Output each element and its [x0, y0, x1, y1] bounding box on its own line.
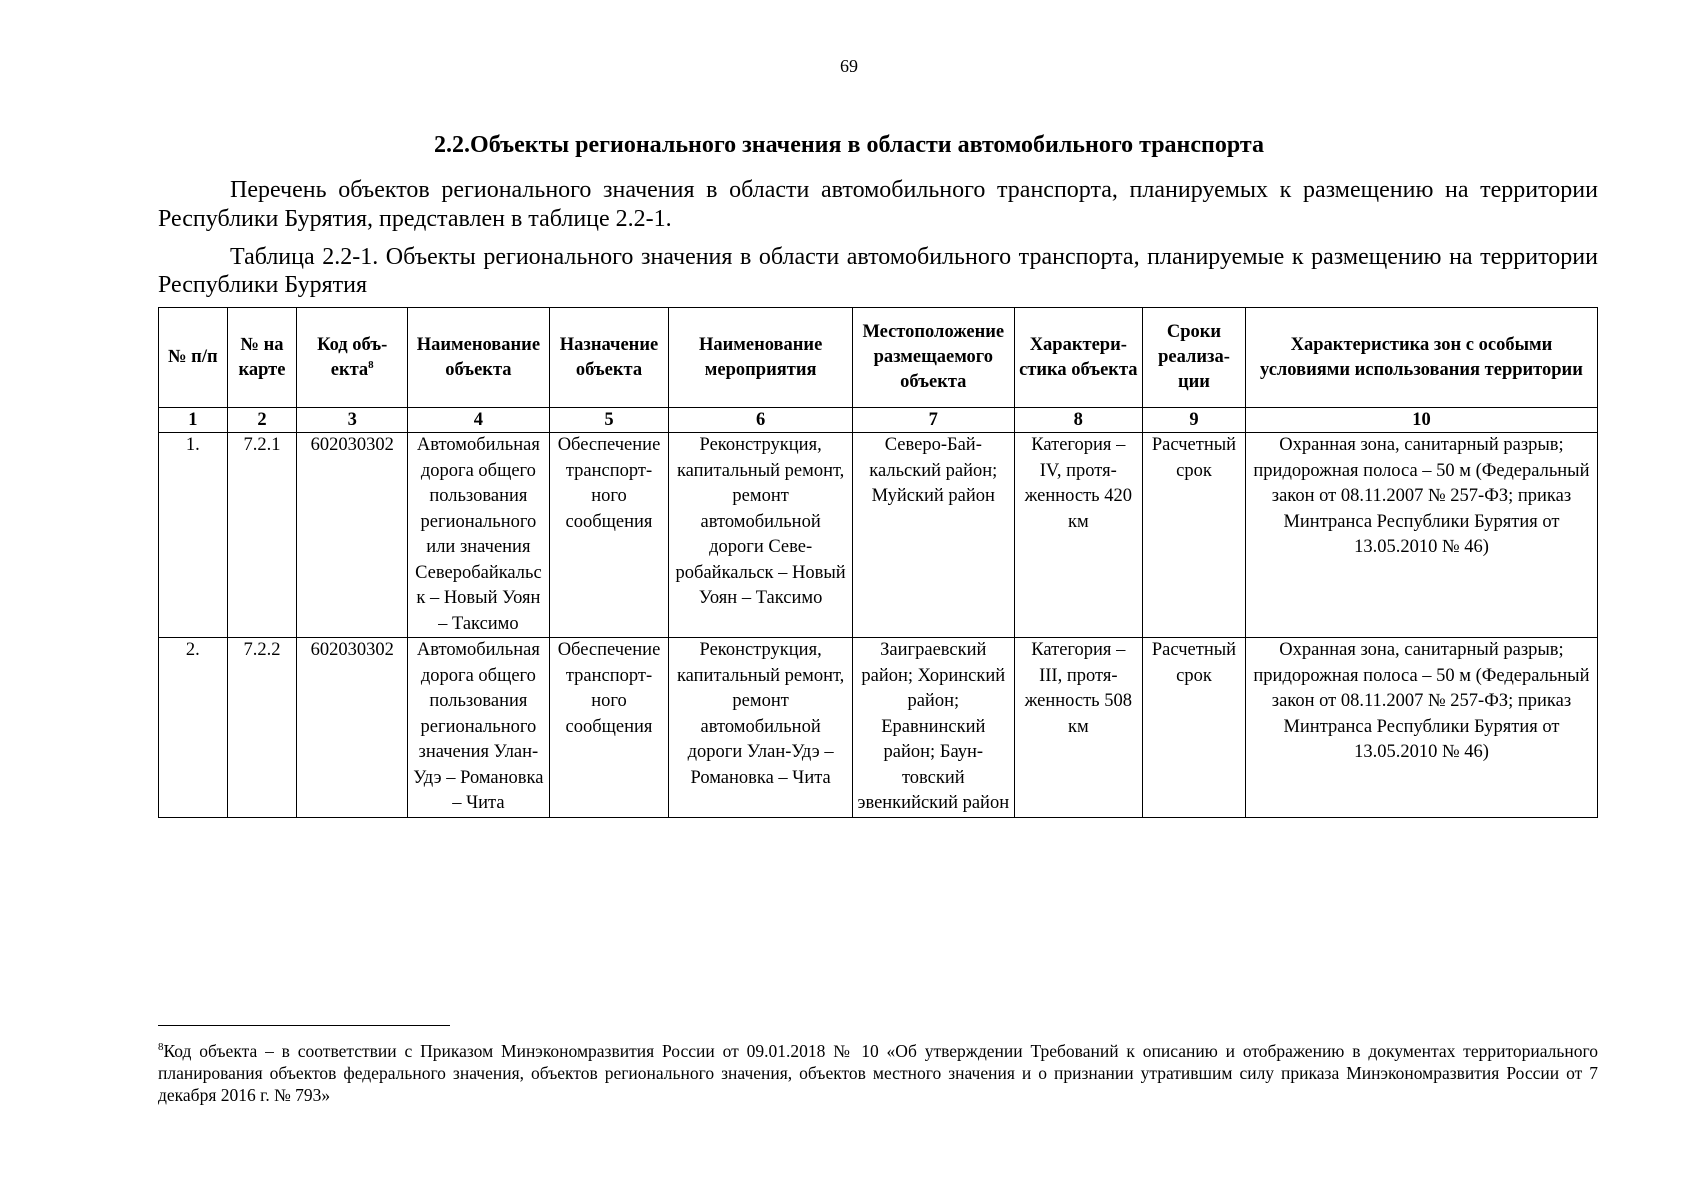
- intro-paragraph: Перечень объектов регионального значения в области автомобильного транспорта, планируемых к размещению на территории Республики Бурятия, представлен в таблице 2.2-1.: [158, 177, 1598, 232]
- cell-num: 1.: [159, 433, 228, 638]
- column-number: 5: [549, 408, 669, 433]
- header-num: № п/п: [159, 308, 228, 408]
- cell-name: Автомобильная дорога общего пользования регионального или значения Северобайкальс к – Новый Уоян – Таксимо: [408, 433, 550, 638]
- header-activity: Наименование мероприятия: [669, 308, 853, 408]
- column-number: 9: [1143, 408, 1246, 433]
- cell-location: Заиграевский район; Хоринский район; Еравнинский район; Баунтовский эвенкийский район: [853, 638, 1015, 818]
- cell-code: 602030302: [297, 638, 408, 818]
- header-map-no: № на карте: [227, 308, 297, 408]
- footnote-text: Код объекта – в соответствии с Приказом Минэкономразвития России от 09.01.2018 № 10 «Об утверждении Требований к описанию и отображению в документах территориального планирования объектов федерального значения, объектов регионального значения, объектов местного значения и о признании утратившим силу приказа Минэкономразвития России от 7 декабря 2016 г. № 793»: [158, 1041, 1598, 1105]
- cell-purpose: Обеспечение транспортного сообщения: [549, 433, 669, 638]
- column-number: 7: [853, 408, 1015, 433]
- cell-purpose: Обеспечение транспортного сообщения: [549, 638, 669, 818]
- footnote-ref: 8: [368, 358, 374, 371]
- cell-activity: Реконструкция, капитальный ремонт, ремонт автомобильной дороги Улан-Удэ – Романовка – Чита: [669, 638, 853, 818]
- cell-code: 602030302: [297, 433, 408, 638]
- cell-characteristic: Категория – III, протяженность 508 км: [1014, 638, 1142, 818]
- cell-zones: Охранная зона, санитарный разрыв; придорожная полоса – 50 м (Федеральный закон от 08.11.2007 № 257-ФЗ; приказ Минтранса Республики Бурятия от 13.05.2010 № 46): [1245, 433, 1597, 638]
- table-row: [159, 638, 1598, 818]
- column-number-row: [159, 408, 1598, 433]
- header-purpose: Назначение объекта: [549, 308, 669, 408]
- column-number: 10: [1245, 408, 1597, 433]
- column-number: 2: [227, 408, 297, 433]
- footnote: [158, 1040, 1598, 1106]
- column-number: 8: [1014, 408, 1142, 433]
- header-characteristic: Характеристика объекта: [1014, 308, 1142, 408]
- cell-term: Расчетный срок: [1143, 433, 1246, 638]
- cell-num: 2.: [159, 638, 228, 818]
- cell-term: Расчетный срок: [1143, 638, 1246, 818]
- header-location: Местоположение размещаемого объекта: [853, 308, 1015, 408]
- table-header-row: [159, 308, 1598, 408]
- header-zones: Характеристика зон с особыми условиями использования территории: [1245, 308, 1597, 408]
- header-code: [297, 308, 408, 408]
- cell-activity: Реконструкция, капитальный ремонт, ремонт автомобильной дороги Северобайкальск – Новый Уоян – Таксимо: [669, 433, 853, 638]
- header-name: Наименование объекта: [408, 308, 550, 408]
- footnote-marker: 8: [158, 1041, 164, 1054]
- page-number: 69: [840, 56, 858, 76]
- cell-zones: Охранная зона, санитарный разрыв; придорожная полоса – 50 м (Федеральный закон от 08.11.2007 № 257-ФЗ; приказ Минтранса Республики Бурятия от 13.05.2010 № 46): [1245, 638, 1597, 818]
- table-row: [159, 433, 1598, 638]
- header-term: Сроки реализации: [1143, 308, 1246, 408]
- footnote-divider: [158, 1025, 450, 1026]
- cell-map-no: 7.2.1: [227, 433, 297, 638]
- section-heading: 2.2.Объекты регионального значения в области автомобильного транспорта: [434, 132, 1264, 158]
- column-number: 1: [159, 408, 228, 433]
- objects-table: [158, 307, 1598, 818]
- cell-map-no: 7.2.2: [227, 638, 297, 818]
- column-number: 3: [297, 408, 408, 433]
- column-number: 4: [408, 408, 550, 433]
- table-caption: Таблица 2.2-1. Объекты регионального значения в области автомобильного транспорта, планируемые к размещению на территории Республики Бурятия: [158, 244, 1598, 298]
- column-number: 6: [669, 408, 853, 433]
- header-code-label: Код объекта: [317, 334, 388, 380]
- cell-location: Северо-Байкальский район; Муйский район: [853, 433, 1015, 638]
- cell-name: Автомобильная дорога общего пользования регионального значения Улан-Удэ – Романовка – Чита: [408, 638, 550, 818]
- cell-characteristic: Категория – IV, протяженность 420 км: [1014, 433, 1142, 638]
